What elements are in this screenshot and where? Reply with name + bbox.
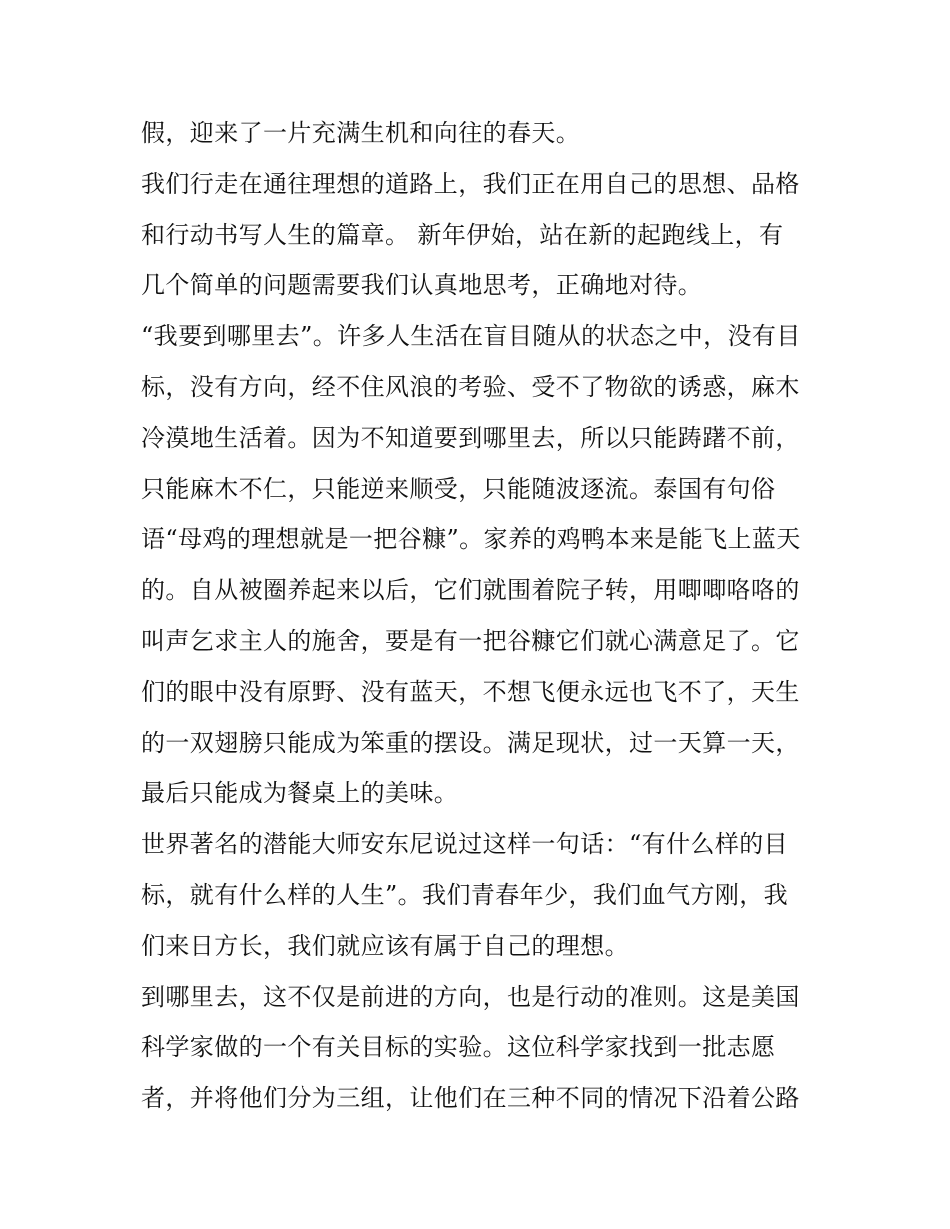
- text-line: 最后只能成为餐桌上的美味。: [141, 779, 459, 808]
- text-line: 只能麻木不仁，只能逆来顺受，只能随波逐流。泰国有句俗: [141, 474, 776, 503]
- body-text: [141, 108, 821, 1124]
- text-line: 者，并将他们分为三组，让他们在三种不同的情况下沿着公路: [141, 1084, 800, 1113]
- text-line: 冷漠地生活着。因为不知道要到哪里去，所以只能踌躇不前，: [141, 423, 800, 452]
- text-line: 几个简单的问题需要我们认真地思考，正确地对待。: [141, 271, 703, 300]
- text-line: 标，没有方向，经不住风浪的考验、受不了物欲的诱惑，麻木: [141, 372, 800, 401]
- text-line: 到哪里去，这不仅是前进的方向，也是行动的准则。这是美国: [141, 982, 800, 1011]
- text-line: 语“母鸡的理想就是一把谷糠”。家养的鸡鸭本来是能飞上蓝天: [141, 525, 801, 554]
- text-line: 叫声乞求主人的施舍，要是有一把谷糠它们就心满意足了。它: [141, 626, 800, 655]
- text-line: 世界著名的潜能大师安东尼说过这样一句话：“有什么样的目: [141, 830, 789, 859]
- text-line: 和行动书写人生的篇章。 新年伊始，站在新的起跑线上，有: [141, 220, 784, 249]
- text-line: 们的眼中没有原野、没有蓝天，不想飞便永远也飞不了，天生: [141, 677, 800, 706]
- text-line: 的一双翅膀只能成为笨重的摆设。满足现状，过一天算一天，: [141, 728, 800, 757]
- text-line: 标，就有什么样的人生”。我们青春年少，我们血气方刚，我: [141, 880, 789, 909]
- text-line: 们来日方长，我们就应该有属于自己的理想。: [141, 931, 629, 960]
- text-line: 科学家做的一个有关目标的实验。这位科学家找到一批志愿: [141, 1033, 776, 1062]
- text-line: 的。自从被圈养起来以后，它们就围着院子转，用唧唧咯咯的: [141, 576, 800, 605]
- text-line: 我们行走在通往理想的道路上，我们正在用自己的思想、品格: [141, 169, 800, 198]
- text-line: “我要到哪里去”。许多人生活在盲目随从的状态之中，没有目: [141, 322, 801, 351]
- text-line: 假，迎来了一片充满生机和向往的春天。: [141, 119, 581, 147]
